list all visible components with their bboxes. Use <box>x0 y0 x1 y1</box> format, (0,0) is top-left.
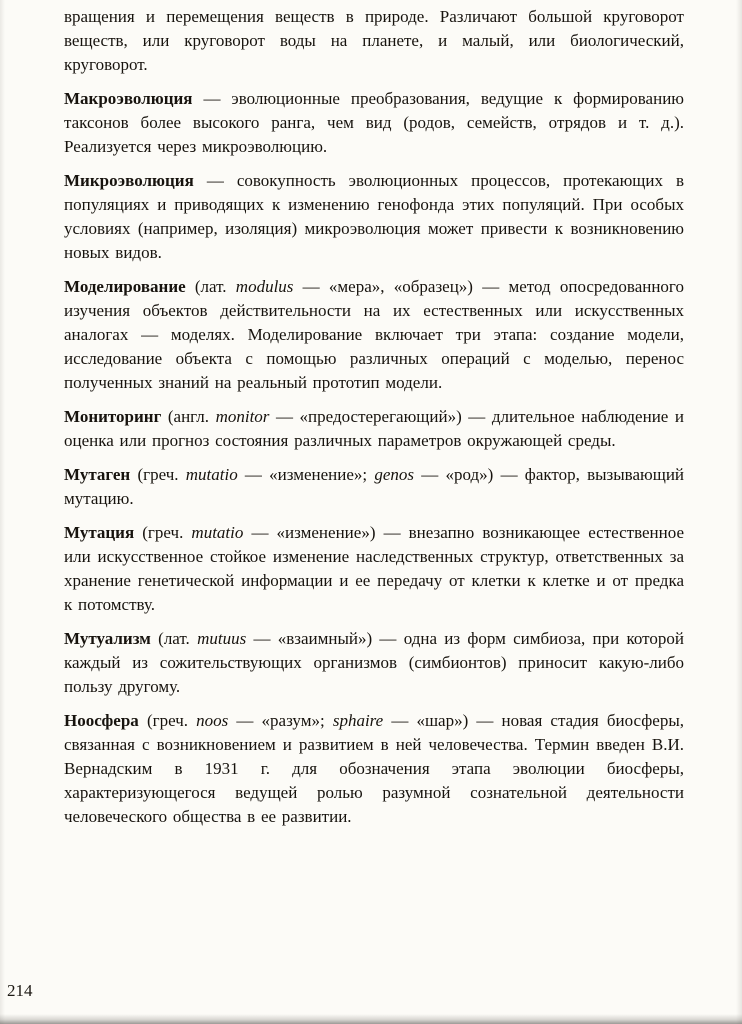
glossary-term: Мониторинг <box>64 407 162 426</box>
page-number: 214 <box>7 981 33 1000</box>
glossary-term: Ноосфера <box>64 711 139 730</box>
glossary-entries <box>64 5 684 839</box>
definition-text: (греч. <box>130 465 186 484</box>
foreign-word: monitor <box>215 407 270 426</box>
glossary-entry <box>64 169 684 265</box>
definition-text: — совокупность эволюционных процессов, протекающих в популяциях и приводящих к изменению генофонда этих популяций. При особых условиях (например, изоляция) микроэволюция может привести к возникновению новых видов. <box>64 171 684 262</box>
definition-text: — «изменение») — внезапно возникающее естественное или искусственное стойкое изменение наследственных структур, ответственных за хранение генетической информации и ее передачу от клетки к клетке и от предка к потомству. <box>64 523 685 614</box>
definition-text: — «мера», «образец») — метод опосредованного изучения объектов действительности на их естественных или искусственных аналогах — моделях. Моделирование включает три этапа: создание модели, исследование объекта с помощью различных операций с моделью, перенос полученных знаний на реальный прототип модели. <box>64 277 684 392</box>
glossary-entry <box>64 709 684 829</box>
foreign-word: modulus <box>235 277 294 296</box>
definition-text: (лат. <box>185 277 236 296</box>
glossary-term: Микроэволюция <box>64 171 194 190</box>
definition-text: — «разум»; <box>228 711 333 730</box>
definition-text: — «род») — фактор, вызывающий мутацию. <box>64 465 685 508</box>
scan-edge-shadow-left <box>0 0 5 1024</box>
definition-text: (англ. <box>161 407 216 426</box>
glossary-entry <box>64 87 684 159</box>
glossary-term: Мутаген <box>64 465 131 484</box>
definition-text: — «изменение»; <box>237 465 375 484</box>
scan-edge-shadow-bottom <box>0 1014 742 1024</box>
glossary-entry <box>64 405 684 453</box>
foreign-word: mutatio <box>191 523 244 542</box>
glossary-term: Макроэволюция <box>64 89 193 108</box>
glossary-entry <box>64 275 684 395</box>
foreign-word: noos <box>196 711 229 730</box>
foreign-word: mutuus <box>197 629 247 648</box>
definition-text: (греч. <box>138 711 197 730</box>
glossary-term: Мутация <box>64 523 135 542</box>
paragraph-continuation <box>64 5 684 77</box>
glossary-term: Мутуализм <box>64 629 151 648</box>
glossary-entry <box>64 521 684 617</box>
glossary-entry <box>64 463 684 511</box>
definition-text: — «шар») — новая стадия биосферы, связанная с возникновением и развитием в ней человечества. Термин введен В.И. Вернадским в 1931 г. для обозначения этапа эволюции биосферы, характеризующегося ведущей ролью разумной сознательной деятельности человеческого общества в ее развитии. <box>64 711 684 826</box>
definition-text: (лат. <box>150 629 198 648</box>
definition-text: вращения и перемещения веществ в природе. Различают большой круговорот веществ, или круговорот воды на планете, и малый, или биологический, круговорот. <box>64 7 684 74</box>
definition-text: (греч. <box>134 523 192 542</box>
definition-text: — эволюционные преобразования, ведущие к формированию таксонов более высокого ранга, чем вид (родов, семейств, отрядов и т. д.). Реализуется через микроэволюцию. <box>64 89 684 156</box>
foreign-word: mutatio <box>185 465 238 484</box>
foreign-word: sphaire <box>332 711 384 730</box>
definition-text: — «взаимный») — одна из форм симбиоза, при которой каждый из сожительствующих организмов (симбионтов) приносит какую-либо пользу другому. <box>64 629 684 696</box>
definition-text: — «предостерегающий») — длительное наблюдение и оценка или прогноз состояния различных параметров окружающей среды. <box>64 407 684 450</box>
glossary-term: Моделирование <box>64 277 186 296</box>
foreign-word: genos <box>374 465 415 484</box>
glossary-entry <box>64 627 684 699</box>
scan-edge-shadow-right <box>736 0 742 1024</box>
